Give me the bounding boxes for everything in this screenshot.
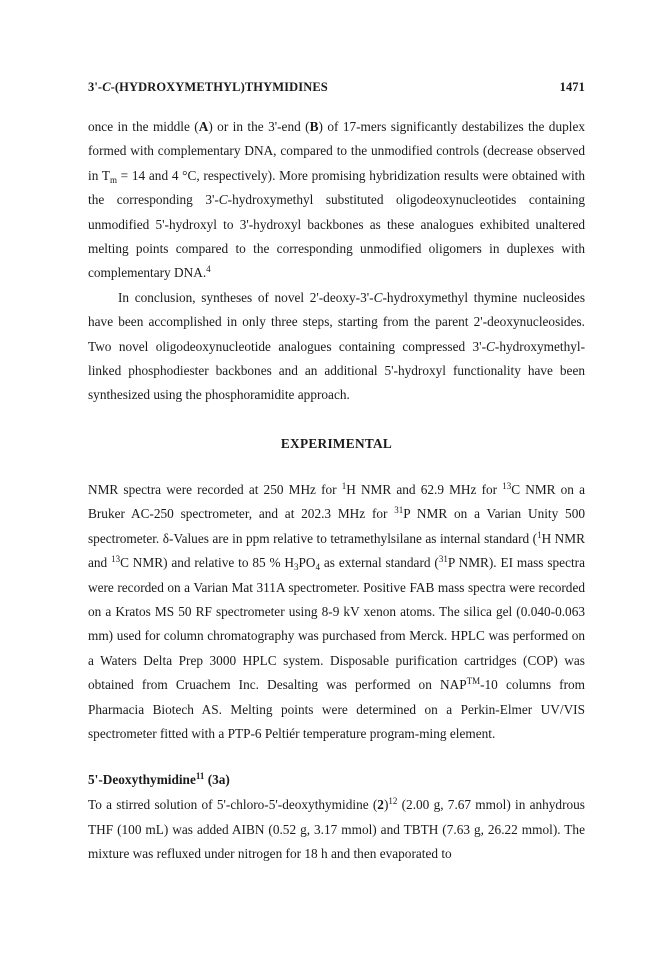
paragraph-procedure: To a stirred solution of 5'-chloro-5'-deoxythymidine $(2)^{12}$ (2.00 g, 7.67 mmol) in anhydrous THF (100 mL) was added AIBN (0.52 g, 3.17 mmol) and TBTH (7.63 g, 26.22 mmol). The mixture was refluxed under nitrogen for 18 h and then evaporated to (88, 796, 585, 862)
running-header (88, 80, 585, 95)
experimental-heading: EXPERIMENTAL (280, 435, 393, 451)
journal-page (88, 80, 585, 867)
paragraph-hybridization: once in the middle (A) or in the 3'-end (B) of 17-mers significantly destabilizes the duplex formed with complementary DNA, compared to the unmodified controls (decrease observed in $T_m = 14$ and 4 °C, respectively). More promising hybridization results were obtained with the corresponding 3'-C-hydroxymethyl substituted oligodeoxynucleotides containing unmodified 5'-hydroxyl to 3'-hydroxyl backbones as these analogues exhibited unaltered melting points compared to the corresponding unmodified oligomers in duplexes with complementary DNA.$^4$ (88, 119, 585, 281)
page-number: 1471 (559, 80, 585, 94)
paragraph-conclusion: In conclusion, syntheses of novel 2'-deoxy-3'-C-hydroxymethyl thymine nucleosides have been accomplished in only three steps, starting from the parent 2'-deoxynucleosides. Two novel oligodeoxynucleotide analogues containing compressed 3'-C-hydroxymethyl-linked phosphodiester backbones and an additional 5'-hydroxyl functionality have been synthesized using the phosphoramidite approach. (88, 289, 585, 403)
compound-heading: 5'-Deoxythymidine$^{11}$ (3a) (88, 771, 230, 788)
running-title: 3'-C-(HYDROXYMETHYL)THYMIDINES (88, 80, 328, 94)
paragraph-instrumentation: NMR spectra were recorded at 250 MHz for $^1$H NMR and 62.9 MHz for $^{13}$C NMR on a Bruker AC-250 spectrometer, and at 202.3 MHz for $^{31}$P NMR on a Varian Unity 500 spectrometer. δ-Values are in ppm relative to tetramethylsilane as internal standard ($^1$H NMR and $^{13}$C NMR) and relative to 85 % $H_3PO_4$ as external standard ($^{31}$P NMR). EI mass spectra were recorded on a Varian Mat 311A spectrometer. Positive FAB mass spectra were recorded on a Kratos MS 50 RF spectrometer using 8-9 kV xenon atoms. The silica gel (0.040-0.063 mm) used for column chromatography was purchased from Merck. HPLC was performed on a Waters Delta Prep 3000 HPLC system. Disposable purification cartridges (COP) was obtained from Cruachem Inc. Desalting was performed on NAP™-10 columns from Pharmacia Biotech AS. Melting points were determined on a Perkin-Elmer UV/VIS spectrometer fitted with a PTP-6 Peltiér temperature program-ming element. (88, 480, 585, 741)
